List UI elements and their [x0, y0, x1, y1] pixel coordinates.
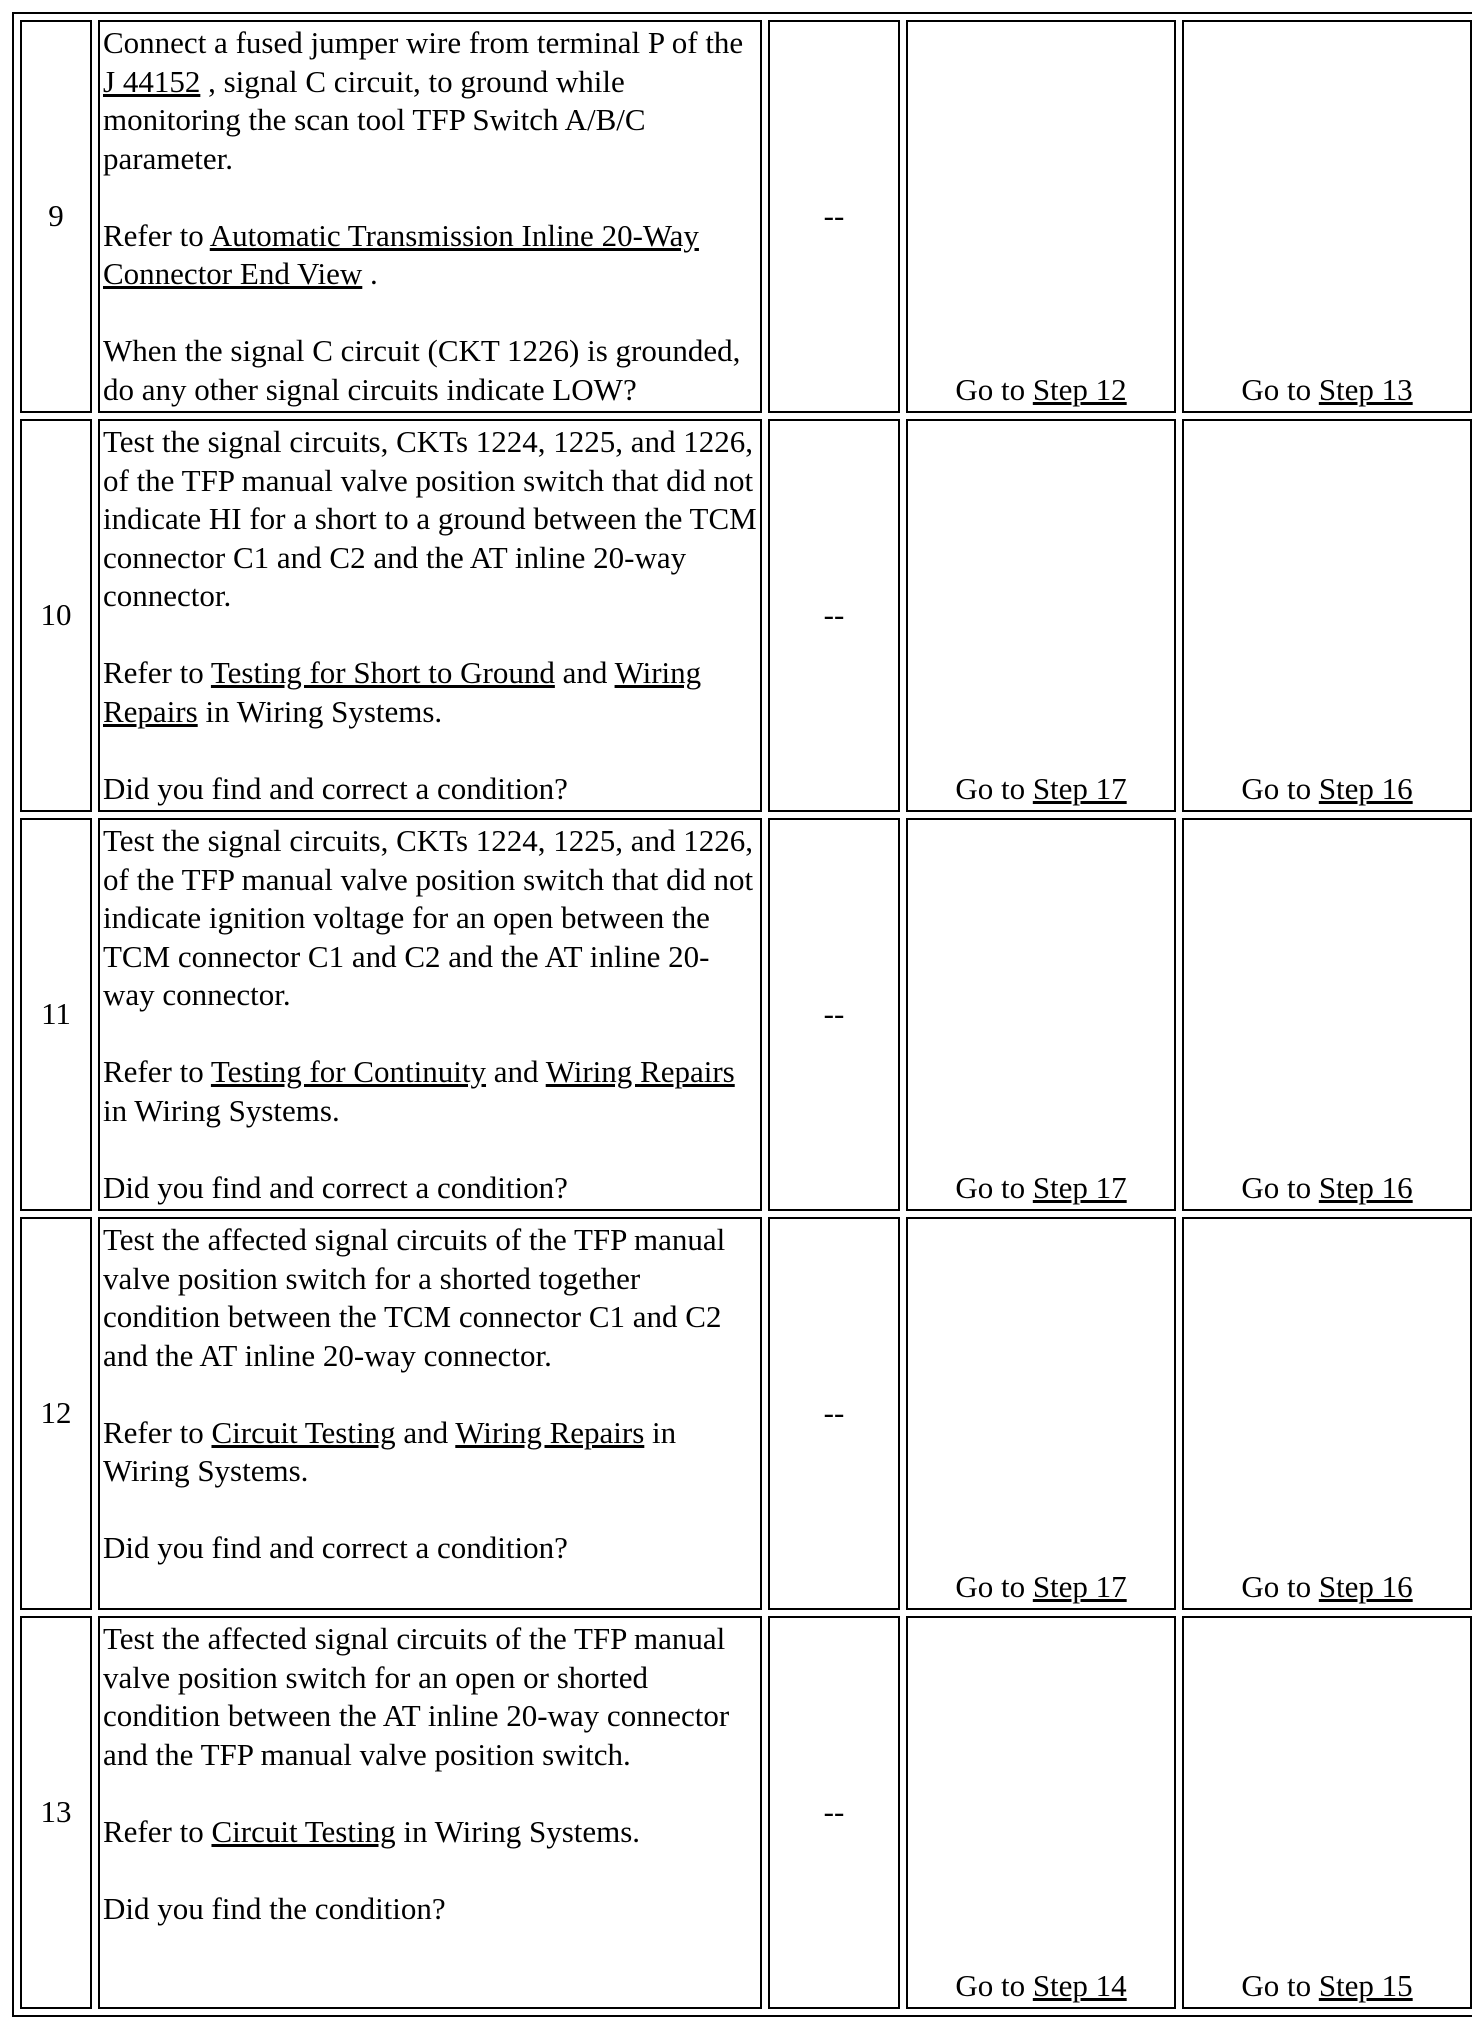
reference-prefix: Refer to: [103, 1813, 212, 1849]
action-text: Test the affected signal circuits of the TFP manual valve position switch for an open or shorted condition between the AT inline 20-way connector and the TFP manual valve position switch.: [103, 1621, 730, 1772]
action-text: Test the affected signal circuits of the TFP manual valve position switch for a shorted together condition between the TCM connector C1 and C2 and the AT inline 20-way connector.: [103, 1222, 726, 1373]
goto-prefix: Go to: [1241, 1967, 1319, 2003]
goto-step-14-link[interactable]: Step 14: [1032, 1967, 1127, 2003]
question-text: Did you find and correct a condition?: [103, 1169, 568, 1205]
goto-step-17-link[interactable]: Step 17: [1032, 770, 1127, 806]
action-text: Test the signal circuits, CKTs 1224, 1225, and 1226, of the TFP manual valve position switch that did not indicate ignition voltage for an open between the TCM connector C1 and C2 and the AT inline 20-way connector.: [103, 823, 754, 1012]
step-number: 12: [20, 1217, 92, 1610]
table-row-step-12: [20, 1217, 1472, 1610]
goto-prefix: Go to: [955, 770, 1033, 806]
action-cell: [98, 419, 762, 812]
action-text-part: , signal C circuit, to ground while monitoring the scan tool TFP Switch A/B/C parameter.: [103, 63, 646, 176]
question-text: Did you find the condition?: [103, 1890, 446, 1926]
circuit-testing-link[interactable]: Circuit Testing: [211, 1414, 396, 1450]
action-cell: [98, 20, 762, 413]
connector-end-view-link[interactable]: Automatic Transmission Inline 20-Way Connector End View: [103, 217, 699, 291]
testing-continuity-link[interactable]: Testing for Continuity: [210, 1054, 487, 1089]
table-row-step-10: [20, 419, 1472, 812]
question-text: Did you find and correct a condition?: [103, 770, 568, 806]
yes-cell: [906, 1217, 1176, 1610]
yes-cell: [906, 1616, 1176, 2009]
no-cell: [1182, 818, 1472, 1211]
tool-link-j44152[interactable]: J 44152: [103, 63, 201, 99]
reference-text: [103, 217, 758, 294]
reference-suffix: in Wiring Systems.: [197, 693, 443, 729]
reference-text: [103, 654, 758, 731]
reference-prefix: Refer to: [103, 1054, 211, 1089]
yes-cell: [906, 419, 1176, 812]
goto-prefix: Go to: [1241, 371, 1319, 407]
no-cell: [1182, 1217, 1472, 1610]
value-cell: --: [768, 20, 900, 413]
action-cell: [98, 1616, 762, 2009]
step-number: 10: [20, 419, 92, 812]
reference-mid: and: [554, 655, 615, 690]
action-text-part: Connect a fused jumper wire from terminal P of the: [103, 25, 744, 60]
reference-prefix: Refer to: [103, 655, 211, 690]
goto-prefix: Go to: [955, 1568, 1033, 1604]
wiring-repairs-link[interactable]: Wiring Repairs: [103, 655, 702, 729]
goto-step-13-link[interactable]: Step 13: [1318, 371, 1413, 407]
diagnostic-table: [12, 12, 1472, 2017]
goto-prefix: Go to: [1241, 1169, 1319, 1205]
table-row-step-9: [20, 20, 1472, 413]
reference-text: [103, 1053, 758, 1130]
goto-prefix: Go to: [1241, 1568, 1319, 1604]
goto-step-17-link[interactable]: Step 17: [1032, 1169, 1127, 1205]
reference-mid: and: [395, 1414, 456, 1450]
action-cell: [98, 818, 762, 1211]
value-cell: --: [768, 419, 900, 812]
reference-suffix: in Wiring Systems.: [103, 1414, 677, 1488]
table-row-step-13: [20, 1616, 1472, 2009]
reference-text: [103, 1813, 758, 1852]
action-text: [103, 24, 758, 178]
question-text: When the signal C circuit (CKT 1226) is grounded, do any other signal circuits indicate LOW?: [103, 333, 741, 407]
action-cell: [98, 1217, 762, 1610]
reference-prefix: Refer to: [103, 217, 210, 253]
yes-cell: [906, 818, 1176, 1211]
reference-prefix: Refer to: [103, 1414, 212, 1450]
goto-step-17-link[interactable]: Step 17: [1032, 1568, 1127, 1604]
goto-step-15-link[interactable]: Step 15: [1318, 1967, 1413, 2003]
goto-prefix: Go to: [955, 1169, 1033, 1205]
goto-prefix: Go to: [955, 371, 1033, 407]
testing-short-to-ground-link[interactable]: Testing for Short to Ground: [210, 655, 555, 690]
step-number: 11: [20, 818, 92, 1211]
step-number: 13: [20, 1616, 92, 2009]
wiring-repairs-link[interactable]: Wiring Repairs: [455, 1414, 645, 1450]
table-row-step-11: [20, 818, 1472, 1211]
no-cell: [1182, 20, 1472, 413]
wiring-repairs-link[interactable]: Wiring Repairs: [545, 1054, 735, 1089]
value-cell: --: [768, 818, 900, 1211]
reference-suffix: in Wiring Systems.: [103, 1092, 340, 1128]
goto-prefix: Go to: [1241, 770, 1319, 806]
action-text: Test the signal circuits, CKTs 1224, 1225, and 1226, of the TFP manual valve position switch that did not indicate HI for a short to a ground between the TCM connector C1 and C2 and the AT inline 20-way connector.: [103, 424, 757, 613]
step-number: 9: [20, 20, 92, 413]
reference-text: [103, 1414, 758, 1491]
goto-step-12-link[interactable]: Step 12: [1032, 371, 1127, 407]
goto-prefix: Go to: [955, 1967, 1033, 2003]
reference-suffix: .: [362, 256, 378, 291]
reference-mid: and: [486, 1054, 546, 1089]
yes-cell: [906, 20, 1176, 413]
value-cell: --: [768, 1217, 900, 1610]
goto-step-16-link[interactable]: Step 16: [1318, 1169, 1413, 1205]
circuit-testing-link[interactable]: Circuit Testing: [211, 1813, 396, 1849]
value-cell: --: [768, 1616, 900, 2009]
question-text: Did you find and correct a condition?: [103, 1530, 568, 1565]
reference-suffix: in Wiring Systems.: [395, 1813, 641, 1849]
no-cell: [1182, 419, 1472, 812]
goto-step-16-link[interactable]: Step 16: [1318, 1568, 1413, 1604]
goto-step-16-link[interactable]: Step 16: [1318, 770, 1413, 806]
no-cell: [1182, 1616, 1472, 2009]
